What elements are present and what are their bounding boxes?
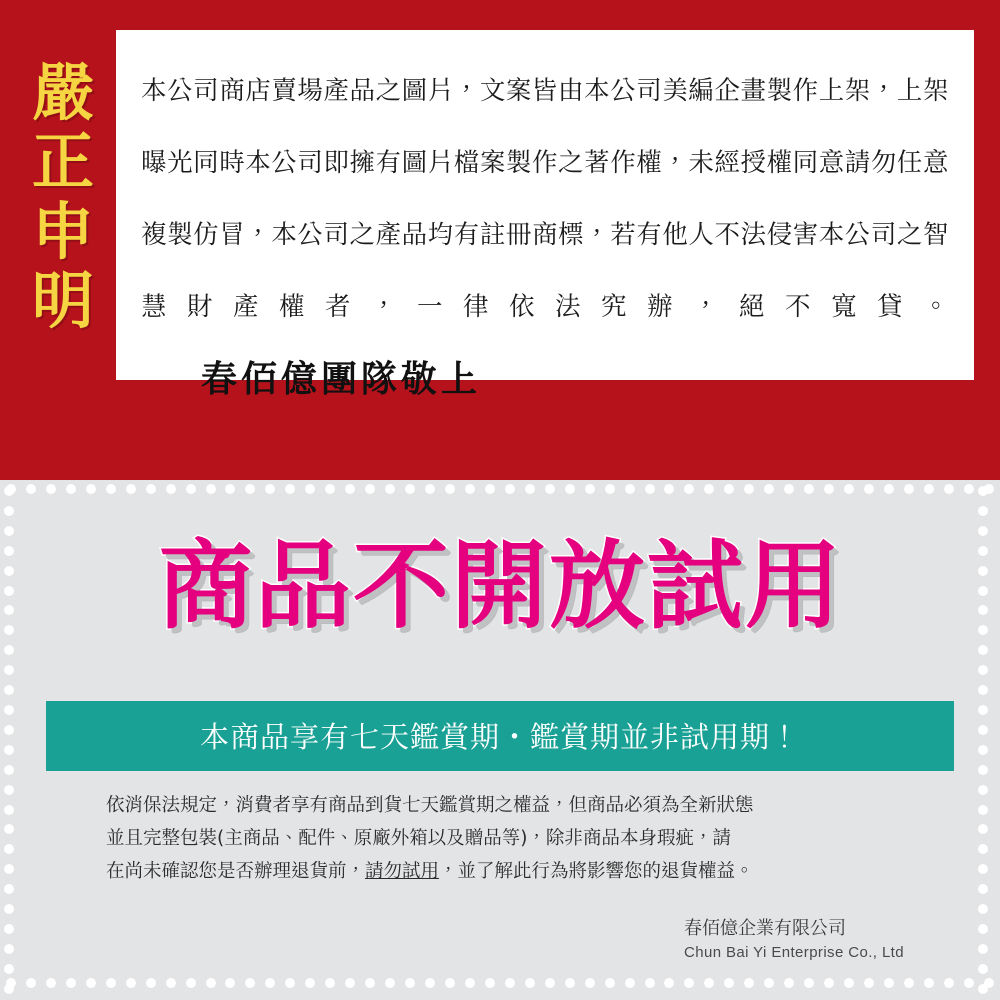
declaration-text-box [116,30,974,400]
declaration-title-char-3: 申 [31,194,94,268]
declaration-body-span: 本公司商店賣場產品之圖片，文案皆由本公司美編企畫製作上架，上架曝光同時本公司即擁有圖片檔案製作之著作權，未經授權同意請勿任意複製仿冒，本公司之產品均有註冊商標，若有他人不法侵害本公司之智慧財產權者，一律依法究辦，絕不寬貸。 [141,76,949,322]
declaration-title-char-1: 嚴 [31,56,94,129]
inspection-period-band: 本商品享有七天鑑賞期・鑑賞期並非試用期！ [46,701,954,771]
declaration-vertical-title [26,30,100,336]
declaration-title-char-4: 明 [31,264,94,338]
declaration-body-text [141,55,949,419]
fineprint-line-3 [106,855,894,888]
declaration-signature: 春佰億團隊敬上 [201,358,482,400]
fineprint-block [106,789,894,888]
fineprint-do-not-trial-emphasis: 請勿試用 [365,861,440,883]
company-footer [684,916,904,964]
declaration-title-char-2: 正 [31,125,94,199]
no-trial-headline: 商品不開放試用 [157,530,843,642]
perforation-row-bottom [0,978,1000,996]
company-name-zh: 春佰億企業有限公司 [683,918,846,939]
fineprint-line-3-after: ，並了解此行為將影響您的退貨權益。 [439,861,754,883]
trial-notice-section [0,480,1000,1000]
trial-notice-content [0,480,1000,888]
fineprint-line-3-before: 在尚未確認您是否辦理退貨前， [106,861,366,883]
fineprint-line-1: 依消保法規定，消費者享有商品到貨七天鑑賞期之權益，但商品必須為全新狀態 [106,795,754,817]
fineprint-line-2: 並且完整包裝(主商品、配件、原廠外箱以及贈品等)，除非商品本身瑕疵，請 [106,828,731,850]
declaration-section [0,0,1000,480]
company-name-en: Chun Bai Yi Enterprise Co., Ltd [683,944,904,961]
